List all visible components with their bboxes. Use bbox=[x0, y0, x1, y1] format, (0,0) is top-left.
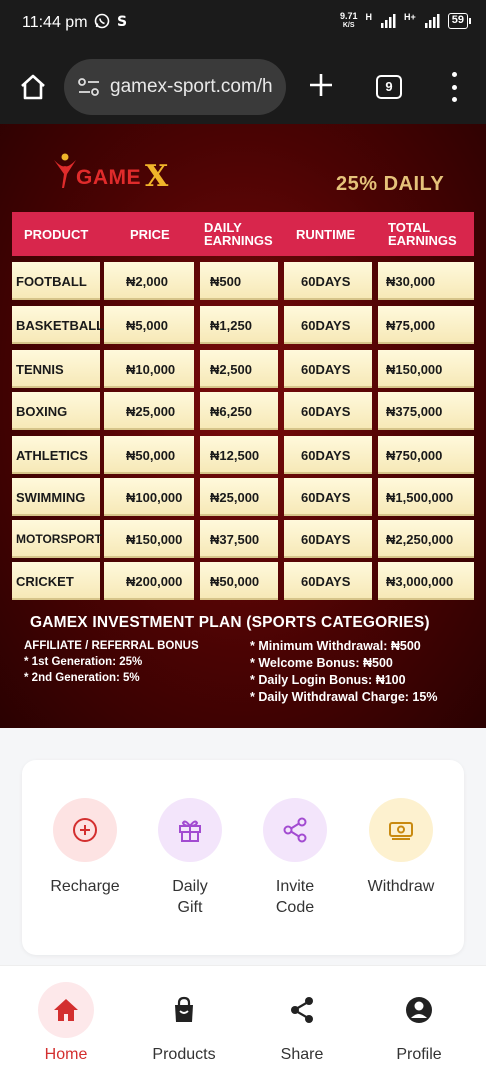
share-nav-icon bbox=[287, 995, 317, 1025]
add-circle-icon bbox=[71, 816, 99, 844]
cell-total: ₦150,000 bbox=[378, 350, 474, 388]
cell-runtime: 60DAYS bbox=[284, 306, 372, 344]
nav-home-label: Home bbox=[44, 1046, 88, 1063]
gen2-bonus: * 2nd Generation: 5% bbox=[24, 672, 140, 684]
nav-profile[interactable] bbox=[369, 982, 469, 1064]
cell-price: ₦100,000 bbox=[104, 478, 194, 516]
daily-rate: 25% DAILY bbox=[336, 173, 445, 195]
table-row bbox=[12, 392, 474, 430]
cell-total: ₦3,000,000 bbox=[378, 562, 474, 600]
invite-code-button[interactable] bbox=[250, 798, 340, 918]
logo-x: X bbox=[145, 159, 169, 194]
cell-product: ATHLETICS bbox=[12, 436, 100, 474]
table-row bbox=[12, 306, 474, 344]
status-time: 11:44 pm bbox=[22, 14, 88, 31]
menu-dot bbox=[452, 85, 457, 90]
plan-notes bbox=[250, 638, 437, 706]
menu-dot bbox=[452, 97, 457, 102]
gen1-bonus: * 1st Generation: 25% bbox=[24, 656, 143, 668]
nav-home[interactable] bbox=[16, 982, 116, 1064]
table-row bbox=[12, 436, 474, 474]
table-row bbox=[12, 562, 474, 600]
new-tab-button[interactable] bbox=[306, 70, 336, 104]
cell-total: ₦1,500,000 bbox=[378, 478, 474, 516]
col-product: PRODUCT bbox=[24, 226, 89, 242]
cell-runtime: 60DAYS bbox=[284, 520, 372, 558]
cell-runtime: 60DAYS bbox=[284, 350, 372, 388]
affiliate-title: AFFILIATE / REFERRAL BONUS bbox=[24, 640, 199, 652]
whatsapp-icon bbox=[94, 13, 110, 29]
col-daily-earnings: DAILY EARNINGS bbox=[204, 220, 273, 248]
invite-code-label: Invite Code bbox=[275, 878, 315, 916]
shopping-bag-icon bbox=[169, 995, 199, 1025]
menu-dot bbox=[452, 72, 457, 77]
min-withdrawal: * Minimum Withdrawal: ₦500 bbox=[250, 639, 421, 653]
plus-icon bbox=[306, 70, 336, 100]
cell-daily: ₦12,500 bbox=[200, 436, 278, 474]
daily-gift-button[interactable] bbox=[145, 798, 235, 918]
browser-toolbar bbox=[0, 50, 486, 124]
cell-daily: ₦2,500 bbox=[200, 350, 278, 388]
table-header bbox=[12, 212, 474, 256]
status-bar bbox=[0, 0, 486, 50]
tab-switcher-button[interactable]: 9 bbox=[376, 75, 402, 99]
runner-logo-icon bbox=[52, 152, 78, 190]
cell-product: SWIMMING bbox=[12, 478, 100, 516]
cell-daily: ₦6,250 bbox=[200, 392, 278, 430]
cell-total: ₦375,000 bbox=[378, 392, 474, 430]
cell-product: TENNIS bbox=[12, 350, 100, 388]
network-type: H bbox=[365, 12, 372, 22]
gift-icon bbox=[175, 815, 205, 845]
cell-daily: ₦50,000 bbox=[200, 562, 278, 600]
cell-total: ₦2,250,000 bbox=[378, 520, 474, 558]
cell-price: ₦150,000 bbox=[104, 520, 194, 558]
cell-runtime: 60DAYS bbox=[284, 262, 372, 300]
daily-gift-label: Daily Gift bbox=[172, 878, 208, 916]
referral-notes bbox=[24, 638, 199, 686]
browser-home-button[interactable] bbox=[18, 72, 48, 102]
network-type-2: H+ bbox=[403, 12, 416, 22]
cell-runtime: 60DAYS bbox=[284, 478, 372, 516]
table-row bbox=[12, 262, 474, 300]
cell-product: BOXING bbox=[12, 392, 100, 430]
signal-icon-2 bbox=[424, 14, 440, 28]
cell-product: CRICKET bbox=[12, 562, 100, 600]
plan-title: GAMEX INVESTMENT PLAN (SPORTS CATEGORIES) bbox=[30, 614, 430, 631]
quick-actions-card bbox=[22, 760, 464, 955]
table-row bbox=[12, 478, 474, 516]
col-price: PRICE bbox=[130, 226, 170, 242]
address-bar[interactable] bbox=[64, 59, 286, 115]
withdraw-button[interactable] bbox=[356, 798, 446, 897]
cell-product: MOTORSPORT bbox=[12, 520, 100, 558]
url-text: gamex-sport.com/h bbox=[110, 76, 273, 97]
site-settings-icon bbox=[78, 77, 100, 97]
welcome-bonus: * Welcome Bonus: ₦500 bbox=[250, 656, 393, 670]
nav-products-label: Products bbox=[152, 1046, 216, 1063]
svg-text:S: S bbox=[117, 14, 128, 29]
cell-runtime: 60DAYS bbox=[284, 392, 372, 430]
nav-products[interactable] bbox=[134, 982, 234, 1064]
battery-icon: 59 bbox=[448, 13, 468, 29]
cell-daily: ₦25,000 bbox=[200, 478, 278, 516]
nav-profile-label: Profile bbox=[396, 1046, 442, 1063]
cell-daily: ₦500 bbox=[200, 262, 278, 300]
cell-price: ₦10,000 bbox=[104, 350, 194, 388]
login-bonus: * Daily Login Bonus: ₦100 bbox=[250, 673, 406, 687]
table-row bbox=[12, 350, 474, 388]
cell-price: ₦2,000 bbox=[104, 262, 194, 300]
withdraw-label: Withdraw bbox=[367, 878, 435, 895]
cell-daily: ₦37,500 bbox=[200, 520, 278, 558]
col-total-earnings: TOTAL EARNINGS bbox=[388, 220, 457, 248]
signal-icon bbox=[380, 14, 396, 28]
home-outline-icon bbox=[18, 72, 48, 102]
network-speed: 9.71 K/S bbox=[339, 11, 358, 29]
cell-runtime: 60DAYS bbox=[284, 562, 372, 600]
investment-plan-banner bbox=[0, 124, 486, 728]
table-row bbox=[12, 520, 474, 558]
home-icon bbox=[51, 995, 81, 1025]
gamex-logo bbox=[52, 152, 169, 194]
share-icon bbox=[280, 815, 310, 845]
bottom-navigation bbox=[0, 965, 486, 1080]
cell-product: BASKETBALL bbox=[12, 306, 100, 344]
cell-price: ₦25,000 bbox=[104, 392, 194, 430]
cell-daily: ₦1,250 bbox=[200, 306, 278, 344]
nav-share-label: Share bbox=[280, 1046, 324, 1063]
profile-icon bbox=[404, 995, 434, 1025]
browser-menu-button[interactable] bbox=[446, 72, 462, 102]
cell-runtime: 60DAYS bbox=[284, 436, 372, 474]
col-runtime: RUNTIME bbox=[296, 226, 356, 242]
s-app-icon bbox=[116, 13, 128, 29]
cell-total: ₦750,000 bbox=[378, 436, 474, 474]
recharge-button[interactable] bbox=[40, 798, 130, 897]
nav-share[interactable] bbox=[252, 982, 352, 1064]
cell-price: ₦50,000 bbox=[104, 436, 194, 474]
logo-text: GAME bbox=[76, 166, 141, 189]
cell-price: ₦200,000 bbox=[104, 562, 194, 600]
cell-total: ₦30,000 bbox=[378, 262, 474, 300]
recharge-label: Recharge bbox=[50, 878, 120, 895]
cell-total: ₦75,000 bbox=[378, 306, 474, 344]
cash-icon bbox=[386, 815, 416, 845]
withdraw-charge: * Daily Withdrawal Charge: 15% bbox=[250, 690, 438, 704]
cell-product: FOOTBALL bbox=[12, 262, 100, 300]
cell-price: ₦5,000 bbox=[104, 306, 194, 344]
